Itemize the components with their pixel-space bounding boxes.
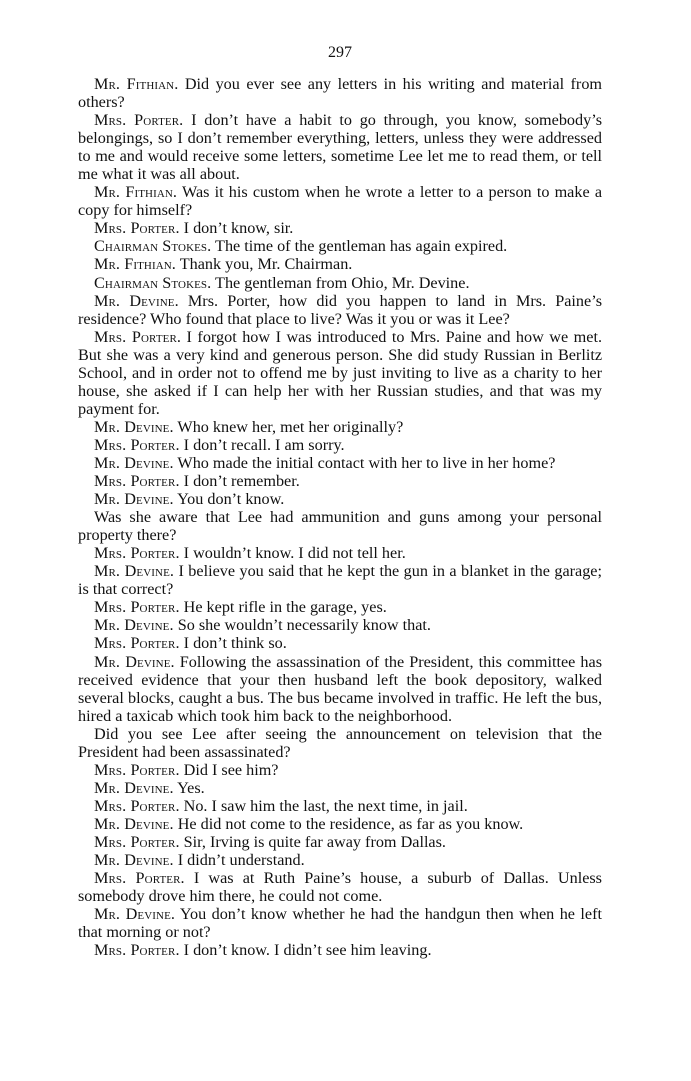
speech-text: Yes. [173, 778, 205, 797]
transcript-paragraph [78, 237, 602, 255]
transcript-paragraph [78, 653, 602, 725]
speaker-name: Mr. Devine. [94, 851, 174, 870]
transcript-paragraph [78, 797, 602, 815]
speaker-name: Mr. Devine. [94, 905, 176, 924]
transcript-paragraph [78, 833, 602, 851]
speech-text: Was it his custom when he wrote a letter to a person to make a copy for himself? [78, 183, 603, 220]
speaker-name: Mr. Devine. [94, 652, 175, 671]
speech-text: Did you ever see any letters in his writing and material from others? [78, 75, 603, 112]
speaker-name: Mr. Devine. [94, 490, 174, 509]
speech-text: I don’t know. I didn’t see him leaving. [179, 941, 432, 960]
transcript-paragraph [78, 598, 602, 616]
speech-text: You don’t know whether he had the handgun then when he left that morning or not? [78, 905, 603, 942]
speech-text: I don’t remember. [179, 472, 300, 491]
transcript-paragraph [78, 616, 602, 634]
speaker-name: Mrs. Porter. [94, 472, 180, 491]
transcript-paragraph [78, 941, 602, 959]
speaker-name: Mrs. Porter. [94, 869, 185, 888]
speech-text: Did you see Lee after seeing the announcement on television that the President had been assassinated? [78, 724, 602, 761]
speech-text: Who made the initial contact with her to live in her home? [173, 453, 556, 472]
speech-text: I was at Ruth Paine’s house, a suburb of Dallas. Unless somebody drove him there, he could not come. [78, 869, 602, 906]
transcript-paragraph [78, 490, 602, 508]
speaker-name: Mrs. Porter. [94, 760, 180, 779]
speaker-name: Mr. Devine. [94, 453, 174, 472]
speaker-name: Chairman Stokes. [94, 237, 212, 256]
speech-text: The time of the gentleman has again expired. [211, 237, 508, 256]
speaker-name: Mr. Devine. [94, 417, 174, 436]
speech-text: I didn’t understand. [173, 851, 305, 870]
transcript-paragraph [78, 544, 602, 562]
speech-text: I don’t recall. I am sorry. [179, 435, 345, 454]
speech-text: Thank you, Mr. Chairman. [175, 255, 353, 274]
speaker-name: Mrs. Porter. [94, 327, 182, 346]
speaker-name: Mr. Devine. [94, 562, 175, 581]
speech-text: No. I saw him the last, the next time, in jail. [179, 796, 468, 815]
speaker-name: Mrs. Porter. [94, 544, 180, 563]
transcript-paragraph [78, 418, 602, 436]
speech-text: I don’t have a habit to go through, you know, somebody’s belongings, so I don’t remember everything, letters, unless they were addressed to me and would receive some letters, sometime Lee let me to read them, or tell me what it was all about. [78, 111, 602, 184]
speaker-name: Mrs. Porter. [94, 111, 184, 130]
transcript-paragraph [78, 219, 602, 237]
speaker-name: Mrs. Porter. [94, 634, 180, 653]
transcript-paragraph [78, 779, 602, 797]
speaker-name: Mr. Devine. [94, 616, 174, 635]
transcript-paragraph [78, 292, 602, 328]
transcript-paragraph [78, 111, 602, 183]
speaker-name: Mr. Devine. [94, 814, 174, 833]
speech-text: He did not come to the residence, as far as you know. [173, 814, 524, 833]
speaker-name: Mrs. Porter. [94, 941, 180, 960]
transcript-paragraph [78, 815, 602, 833]
speaker-name: Mrs. Porter. [94, 796, 180, 815]
speech-text: Was she aware that Lee had ammunition and guns among your personal property there? [78, 508, 602, 545]
transcript-paragraph [78, 436, 602, 454]
speaker-name: Mr. Fithian. [94, 75, 179, 93]
transcript-paragraph [78, 183, 602, 219]
transcript-paragraph [78, 255, 602, 273]
speech-text: I wouldn’t know. I did not tell her. [179, 544, 406, 563]
transcript-paragraph [78, 328, 602, 418]
transcript-paragraph [78, 725, 602, 761]
speaker-name: Mr. Fithian. [94, 255, 176, 274]
transcript-paragraph [78, 75, 602, 111]
page-number: 297 [328, 44, 352, 61]
speech-text: So she wouldn’t necessarily know that. [173, 616, 431, 635]
speech-text: Following the assassination of the President, this committee has received evidence that your then husband left the book depository, walked several blocks, caught a bus. The bus became involved in traffic. He left the bus, hired a taxicab which took him back to the neighborhood. [78, 652, 603, 725]
speech-text: I don’t think so. [179, 634, 287, 653]
transcript-paragraph [78, 761, 602, 779]
transcript-paragraph [78, 634, 602, 652]
transcript-paragraph [78, 274, 602, 292]
speech-text: Sir, Irving is quite far away from Dallas. [179, 832, 446, 851]
speaker-name: Mr. Devine. [94, 778, 174, 797]
transcript-paragraph [78, 851, 602, 869]
speech-text: I forgot how I was introduced to Mrs. Paine and how we met. But she was a very kind and generous person. She did study Russian in Berlitz School, and in order not to offend me by just inviting to live as a charity to her house, she asked if I can help her with her Russian studies, and that was my payment for. [78, 327, 602, 418]
speaker-name: Mr. Devine. [94, 291, 179, 310]
speaker-name: Mrs. Porter. [94, 598, 180, 617]
speech-text: Did I see him? [179, 760, 279, 779]
speaker-name: Mrs. Porter. [94, 435, 180, 454]
speech-text: Mrs. Porter, how did you happen to land in Mrs. Paine’s residence? Who found that place to live? Was it you or was it Lee? [78, 291, 603, 328]
speech-text: I believe you said that he kept the gun in a blanket in the garage; is that correct? [78, 562, 602, 599]
transcript-body [78, 75, 602, 959]
speaker-name: Mrs. Porter. [94, 832, 180, 851]
speech-text: Who knew her, met her originally? [173, 417, 404, 436]
speech-text: You don’t know. [173, 490, 285, 509]
speaker-name: Chairman Stokes. [94, 273, 212, 292]
transcript-paragraph [78, 454, 602, 472]
transcript-paragraph [78, 905, 602, 941]
speaker-name: Mr. Fithian. [94, 183, 178, 202]
speech-text: He kept rifle in the garage, yes. [179, 598, 387, 617]
speech-text: I don’t know, sir. [179, 219, 294, 238]
transcript-paragraph [78, 869, 602, 905]
speech-text: The gentleman from Ohio, Mr. Devine. [211, 273, 470, 292]
speaker-name: Mrs. Porter. [94, 219, 180, 238]
transcript-paragraph [78, 508, 602, 544]
transcript-paragraph [78, 562, 602, 598]
transcript-paragraph [78, 472, 602, 490]
